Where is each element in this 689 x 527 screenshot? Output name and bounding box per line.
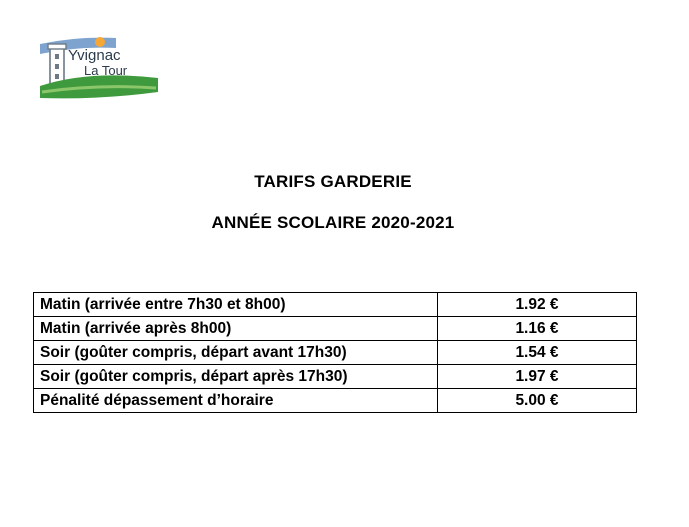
sun-icon [95,37,105,47]
tarif-price: 1.97 € [438,365,637,389]
table-row [34,389,637,413]
town-logo [38,34,160,102]
logo-text-line1: Yvignac [68,47,121,64]
page-subtitle: ANNÉE SCOLAIRE 2020-2021 [211,213,455,232]
tarifs-table [33,292,637,413]
tarif-label: Pénalité dépassement d’horaire [34,389,438,413]
tower-icon [48,44,66,86]
tarif-price: 1.16 € [438,317,637,341]
tarif-price: 1.92 € [438,293,637,317]
tarif-label: Soir (goûter compris, départ avant 17h30) [34,341,438,365]
table-row [34,293,637,317]
table-row [34,341,637,365]
tarif-label: Soir (goûter compris, départ après 17h30) [34,365,438,389]
tarif-label: Matin (arrivée entre 7h30 et 8h00) [34,293,438,317]
logo-text-line2: La Tour [84,63,128,78]
table-row [34,365,637,389]
tarif-price: 5.00 € [438,389,637,413]
town-logo-graphic [38,34,160,102]
tarif-price: 1.54 € [438,341,637,365]
page-title: TARIFS GARDERIE [254,172,412,191]
table-row [34,317,637,341]
tarif-label: Matin (arrivée après 8h00) [34,317,438,341]
